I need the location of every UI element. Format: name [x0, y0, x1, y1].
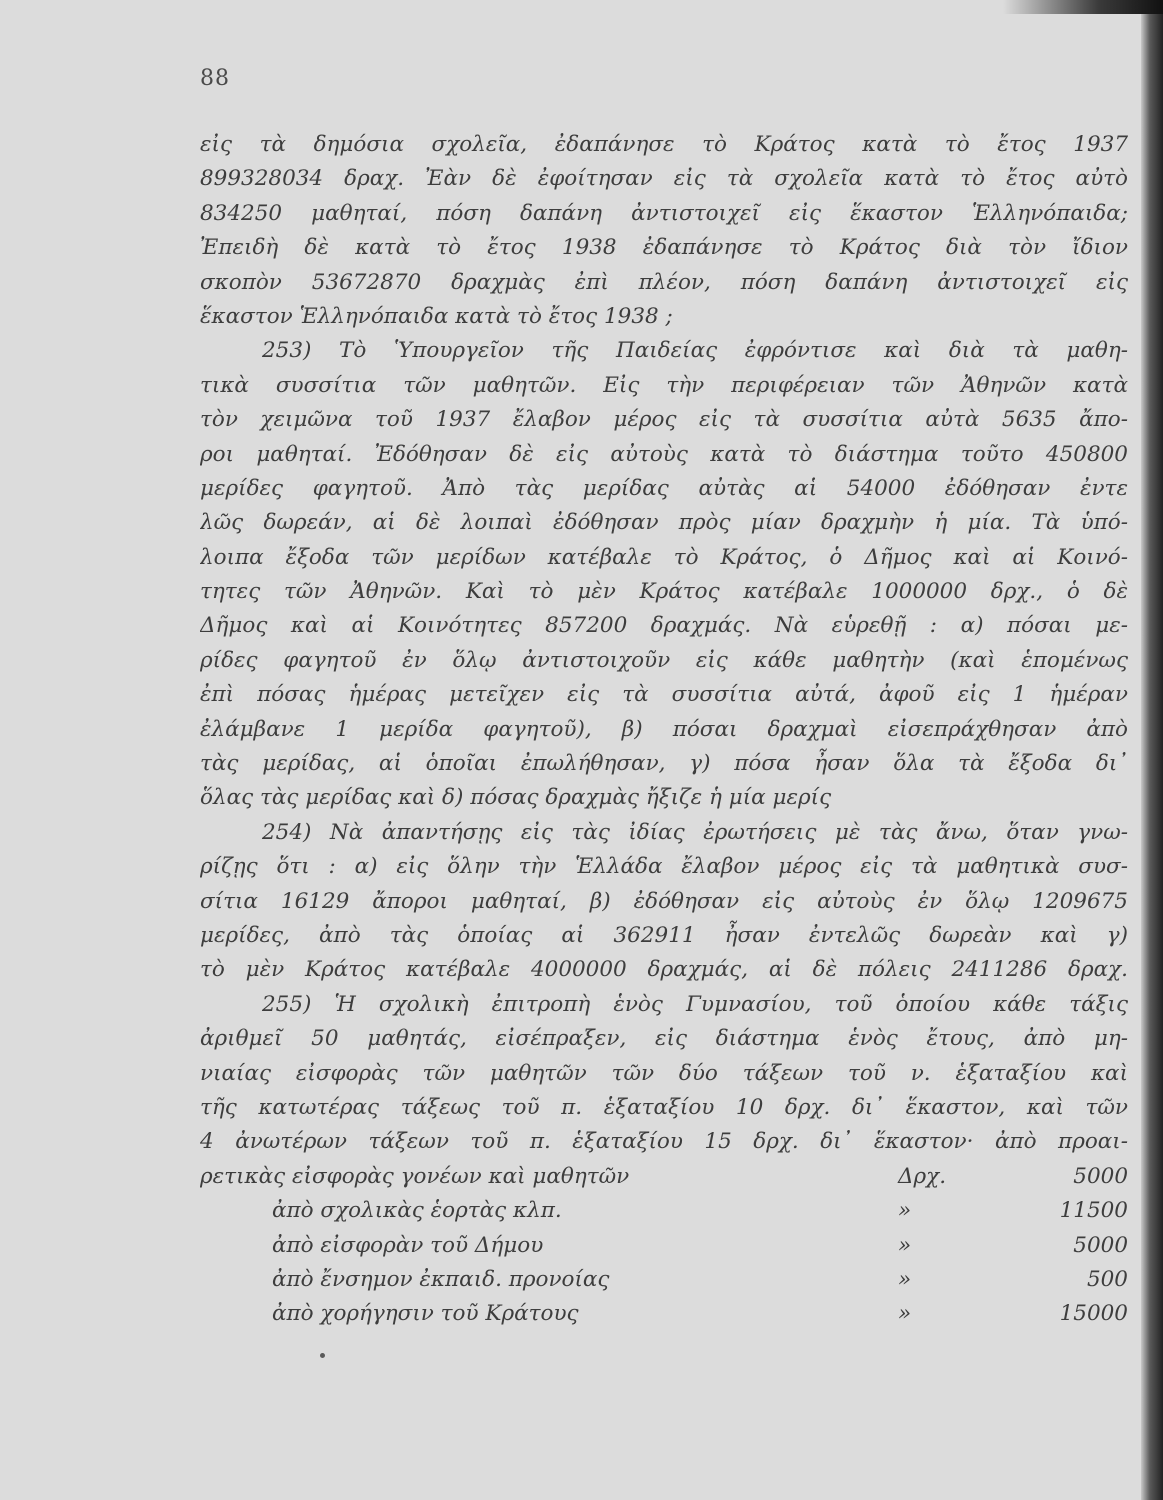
income-row — [200, 1229, 1128, 1263]
text-line: Δῆμος καὶ αἱ Κοινότητες 857200 δραχμάς. Νὰ εὑρεθῇ : α) πόσαι με- — [200, 613, 1128, 639]
income-currency: Δρχ. — [898, 1163, 947, 1189]
page-number: 88 — [200, 66, 230, 91]
text-line: ρίδες φαγητοῦ ἐν ὅλῳ ἀντιστοιχοῦν εἰς κάθε μαθητὴν (καὶ ἑπομένως — [200, 647, 1128, 673]
income-label: ρετικὰς εἰσφορὰς γονέων καὶ μαθητῶν — [200, 1163, 630, 1189]
income-label: ἀπὸ ἔνσημον ἐκπαιδ. προνοίας — [272, 1266, 610, 1292]
page-corner-shadow — [1003, 0, 1163, 14]
text-line: σίτια 16129 ἄποροι μαθηταί, β) ἐδόθησαν εἰς αὐτοὺς ἐν ὅλῳ 1209675 — [200, 888, 1128, 914]
text-line: νιαίας εἰσφορὰς τῶν μαθητῶν τῶν δύο τάξεων τοῦ ν. ἑξαταξίου καὶ — [200, 1060, 1128, 1086]
text-line: λῶς δωρεάν, αἱ δὲ λοιπαὶ ἐδόθησαν πρὸς μίαν δραχμὴν ἡ μία. Τὰ ὑπό- — [200, 510, 1128, 536]
problem-253-start: 253) Τὸ Ὑπουργεῖον τῆς Παιδείας ἐφρόντισε καὶ διὰ τὰ μαθη- — [262, 338, 1128, 364]
text-line: ρίζῃς ὅτι : α) εἰς ὅλην τὴν Ἑλλάδα ἔλαβον μέρος εἰς τὰ μαθητικὰ συσ- — [200, 854, 1128, 880]
text-line: τῆς κατωτέρας τάξεως τοῦ π. ἑξαταξίου 10 δρχ. δι᾽ ἕκαστον, καὶ τῶν — [200, 1094, 1128, 1120]
income-amount: 500 — [1086, 1266, 1128, 1292]
problem-255-start: 255) Ἡ σχολικὴ ἐπιτροπὴ ἑνὸς Γυμνασίου, τοῦ ὁποίου κάθε τάξις — [262, 991, 1128, 1017]
text-line: τικὰ συσσίτια τῶν μαθητῶν. Εἰς τὴν περιφέρειαν τῶν Ἀθηνῶν κατὰ — [200, 372, 1128, 398]
income-row — [200, 1263, 1128, 1297]
ditto-mark: » — [898, 1198, 912, 1224]
income-label: ἀπὸ εἰσφορὰν τοῦ Δήμου — [272, 1232, 544, 1258]
income-label: ἀπὸ σχολικὰς ἑορτὰς κλπ. — [272, 1198, 562, 1224]
ditto-mark: » — [898, 1301, 912, 1327]
income-amount: 5000 — [1073, 1232, 1128, 1258]
problem-254-start: 254) Νὰ ἀπαντήσῃς εἰς τὰς ἰδίας ἐρωτήσεις μὲ τὰς ἄνω, ὅταν γνω- — [262, 819, 1128, 845]
income-amount: 5000 — [1073, 1163, 1128, 1189]
income-amount: 11500 — [1059, 1198, 1128, 1224]
text-line: μερίδες φαγητοῦ. Ἀπὸ τὰς μερίδας αὐτὰς αἱ 54000 ἐδόθησαν ἐντε — [200, 475, 1128, 501]
text-line: ἕκαστον Ἑλληνόπαιδα κατὰ τὸ ἔτος 1938 ; — [200, 303, 673, 329]
income-label: ἀπὸ χορήγησιν τοῦ Κράτους — [272, 1301, 579, 1327]
text-line: τὰς μερίδας, αἱ ὁποῖαι ἐπωλήθησαν, γ) πόσα ἦσαν ὅλα τὰ ἔξοδα δι᾽ — [200, 751, 1128, 777]
text-line: εἰς τὰ δημόσια σχολεῖα, ἐδαπάνησε τὸ Κράτος κατὰ τὸ ἔτος 1937 — [200, 132, 1128, 157]
text-line: ἀριθμεῖ 50 μαθητάς, εἰσέπραξεν, εἰς διάστημα ἑνὸς ἔτους, ἀπὸ μη- — [200, 1026, 1128, 1052]
income-amount: 15000 — [1059, 1301, 1128, 1327]
text-line: ὅλας τὰς μερίδας καὶ δ) πόσας δραχμὰς ἤξιζε ἡ μία μερίς — [200, 785, 832, 811]
text-line: τὸ μὲν Κράτος κατέβαλε 4000000 δραχμάς, αἱ δὲ πόλεις 2411286 δραχ. — [200, 957, 1128, 983]
ditto-mark: » — [898, 1232, 912, 1258]
text-line: ἐλάμβανε 1 μερίδα φαγητοῦ), β) πόσαι δραχμαὶ εἰσεπράχθησαν ἀπὸ — [200, 716, 1128, 742]
text-line: 834250 μαθηταί, πόση δαπάνη ἀντιστοιχεῖ εἰς ἕκαστον Ἑλληνόπαιδα; — [200, 200, 1128, 226]
text-line: Ἐπειδὴ δὲ κατὰ τὸ ἔτος 1938 ἐδαπάνησε τὸ Κράτος διὰ τὸν ἴδιον — [200, 235, 1128, 261]
ditto-mark: » — [898, 1266, 912, 1292]
income-row — [200, 1297, 1128, 1331]
text-line: λοιπα ἔξοδα τῶν μερίδων κατέβαλε τὸ Κράτος, ὁ Δῆμος καὶ αἱ Κοινό- — [200, 544, 1128, 570]
ink-speck — [320, 1353, 325, 1358]
text-line: 899328034 δραχ. Ἐὰν δὲ ἐφοίτησαν εἰς τὰ σχολεῖα κατὰ τὸ ἔτος αὐτὸ — [200, 166, 1128, 192]
text-line: 4 ἀνωτέρων τάξεων τοῦ π. ἑξαταξίου 15 δρχ. δι᾽ ἕκαστον· ἀπὸ προαι- — [200, 1129, 1128, 1155]
text-line: τητες τῶν Ἀθηνῶν. Καὶ τὸ μὲν Κράτος κατέβαλε 1000000 δρχ., ὁ δὲ — [200, 579, 1128, 605]
text-line: σκοπὸν 53672870 δραχμὰς ἐπὶ πλέον, πόση δαπάνη ἀντιστοιχεῖ εἰς — [200, 269, 1128, 295]
page-edge-shadow — [1141, 0, 1163, 1500]
income-row-first — [200, 1160, 1128, 1194]
income-row — [200, 1194, 1128, 1228]
text-line: μερίδες, ἀπὸ τὰς ὁποίας αἱ 362911 ἦσαν ἐντελῶς δωρεὰν καὶ γ) — [200, 922, 1128, 948]
text-line: ροι μαθηταί. Ἐδόθησαν δὲ εἰς αὐτοὺς κατὰ τὸ διάστημα τοῦτο 450800 — [200, 441, 1128, 467]
problem-text — [200, 128, 1128, 1332]
text-line: τὸν χειμῶνα τοῦ 1937 ἔλαβον μέρος εἰς τὰ συσσίτια αὐτὰ 5635 ἄπο- — [200, 407, 1128, 433]
text-line: ἐπὶ πόσας ἡμέρας μετεῖχεν εἰς τὰ συσσίτια αὐτά, ἀφοῦ εἰς 1 ἡμέραν — [200, 682, 1128, 708]
